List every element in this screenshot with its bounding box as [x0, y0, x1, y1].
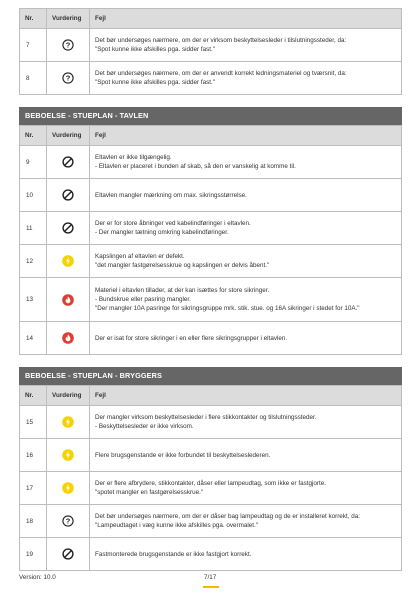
fault-line: Eltavlen mangler mærkning om max. sikringsstørrelse.: [95, 191, 247, 199]
fault-line: Det bør undersøges nærmere, om der er dåser bag lampeudtag og de er installeret korrekt, da:: [95, 513, 360, 520]
fault-line: Det bør undersøges nærmere, om der er anvendt korrekt ledningsmateriel og tværsnit, da:: [95, 70, 347, 77]
report-page: [19, 8, 402, 571]
row-number: 18: [20, 505, 47, 538]
row-number: 15: [20, 406, 47, 439]
fault-line: - Bundskrue eller pasring mangler.: [95, 296, 191, 303]
table-row: [20, 278, 402, 322]
rating-cell: [47, 278, 90, 322]
header-nr: Nr.: [20, 126, 47, 146]
row-number: 13: [20, 278, 47, 322]
fault-line: "det mangler fastgørelsesskrue og kapslingen er delvis åbent.": [95, 262, 270, 269]
rating-cell: [47, 245, 90, 278]
section-title-tavlen: BEBOELSE - STUEPLAN - TAVLEN: [19, 107, 402, 125]
fault-line: Materiel i eltavlen tillader, at der kan isættes for store sikringer.: [95, 287, 270, 294]
header-vurdering: Vurdering: [47, 9, 90, 29]
electric-icon: [62, 482, 74, 494]
fault-line: - Beskyttelsesleder er ikke virksom.: [95, 423, 194, 430]
fault-line: Der er flere afbrydere, stikkontakter, dåser eller lampeudtag, som ikke er fastgjorte.: [95, 480, 326, 487]
fire-icon: [62, 332, 74, 344]
header-vurdering: Vurdering: [47, 126, 90, 146]
rating-cell: [47, 146, 90, 179]
svg-text:?: ?: [65, 516, 71, 526]
footer-page-number: 7/17: [204, 574, 217, 581]
table-row: [20, 29, 402, 62]
table-row: [20, 538, 402, 571]
fault-line: "Spot kunne ikke afskilles pga. sidder fast.": [95, 79, 215, 86]
table-row: [20, 406, 402, 439]
rating-cell: [47, 406, 90, 439]
prohibited-icon: [62, 156, 74, 168]
fault-description: [90, 146, 402, 179]
electric-icon: [62, 416, 74, 428]
row-number: 11: [20, 212, 47, 245]
fault-line: Kapslingen af eltavlen er defekt.: [95, 253, 185, 260]
fault-line: - Eltavlen er placeret i bunden af skab, så den er vanskelig at komme til.: [95, 163, 296, 170]
fault-description: [90, 505, 402, 538]
rating-cell: [47, 538, 90, 571]
fault-description: [90, 472, 402, 505]
fault-line: Fastmonterede brugsgenstande er ikke fastgjort korrekt.: [95, 550, 252, 558]
rating-cell: [47, 212, 90, 245]
fault-line: Der mangler virksom beskyttelsesleder i flere stikkontakter og tilslutningssteder.: [95, 414, 317, 421]
header-vurdering: Vurdering: [47, 386, 90, 406]
row-number: 17: [20, 472, 47, 505]
row-number: 9: [20, 146, 47, 179]
fault-description: [90, 538, 402, 571]
header-fejl: Fejl: [90, 126, 402, 146]
fault-description: [90, 406, 402, 439]
fault-description: [90, 278, 402, 322]
table-row: [20, 146, 402, 179]
table-continued: [19, 8, 402, 95]
table-row: [20, 439, 402, 472]
rating-cell: [47, 505, 90, 538]
table-bryggers: [19, 385, 402, 571]
header-nr: Nr.: [20, 9, 47, 29]
row-number: 19: [20, 538, 47, 571]
fault-line: "Lampeudtaget i væg kunne ikke afskilles pga. overmalet.": [95, 522, 259, 529]
footer-accent-line: [203, 586, 219, 588]
electric-icon: [62, 255, 74, 267]
rating-cell: [47, 62, 90, 95]
rating-cell: [47, 472, 90, 505]
footer-version: Version: 10.0: [19, 574, 56, 581]
table-row: [20, 62, 402, 95]
prohibited-icon: [62, 548, 74, 560]
prohibited-icon: [62, 222, 74, 234]
svg-text:?: ?: [65, 40, 71, 50]
table-header-row: [20, 9, 402, 29]
question-icon: [62, 72, 74, 84]
fire-icon: [62, 294, 74, 306]
fault-line: Der er for store åbninger ved kabelindføringer i eltavlen.: [95, 220, 251, 227]
fault-description: [90, 62, 402, 95]
rating-cell: [47, 29, 90, 62]
fault-description: [90, 322, 402, 355]
question-icon: [62, 515, 74, 527]
rating-cell: [47, 439, 90, 472]
question-icon: [62, 39, 74, 51]
electric-icon: [62, 449, 74, 461]
fault-description: [90, 179, 402, 212]
fault-line: Der er isat for store sikringer i en eller flere sikringsgrupper i eltavlen.: [95, 334, 288, 342]
fault-description: [90, 439, 402, 472]
fault-line: "Spot kunne ikke afskilles pga. sidder fast.": [95, 46, 215, 53]
fault-line: Det bør undersøges nærmere, om der er virksom beskyttelsesleder i tilslutningssteder, da:: [95, 37, 347, 44]
row-number: 16: [20, 439, 47, 472]
row-number: 12: [20, 245, 47, 278]
table-row: [20, 322, 402, 355]
row-number: 7: [20, 29, 47, 62]
fault-line: Flere brugsgenstande er ikke forbundet til beskyttelseslederen.: [95, 451, 271, 459]
table-row: [20, 505, 402, 538]
rating-cell: [47, 322, 90, 355]
fault-line: "Der mangler 10A pasringe for sikringsgruppe mrk. stik. stue. og 16A sikringer i stedet for 10A.": [95, 305, 360, 312]
section-title-bryggers: BEBOELSE - STUEPLAN - BRYGGERS: [19, 367, 402, 385]
svg-text:?: ?: [65, 73, 71, 83]
table-row: [20, 472, 402, 505]
fault-line: - Der mangler tætning omkring kabelindføringer.: [95, 229, 229, 236]
fault-description: [90, 245, 402, 278]
table-row: [20, 212, 402, 245]
header-nr: Nr.: [20, 386, 47, 406]
fault-line: "spotet mangler en fastgørelsesskrue.": [95, 489, 204, 496]
table-row: [20, 179, 402, 212]
fault-description: [90, 29, 402, 62]
table-row: [20, 245, 402, 278]
header-fejl: Fejl: [90, 386, 402, 406]
row-number: 8: [20, 62, 47, 95]
prohibited-icon: [62, 189, 74, 201]
fault-line: Eltavlen er ikke tilgængelig.: [95, 154, 172, 161]
table-header-row: [20, 126, 402, 146]
row-number: 10: [20, 179, 47, 212]
header-fejl: Fejl: [90, 9, 402, 29]
row-number: 14: [20, 322, 47, 355]
table-header-row: [20, 386, 402, 406]
fault-description: [90, 212, 402, 245]
table-tavlen: [19, 125, 402, 355]
rating-cell: [47, 179, 90, 212]
